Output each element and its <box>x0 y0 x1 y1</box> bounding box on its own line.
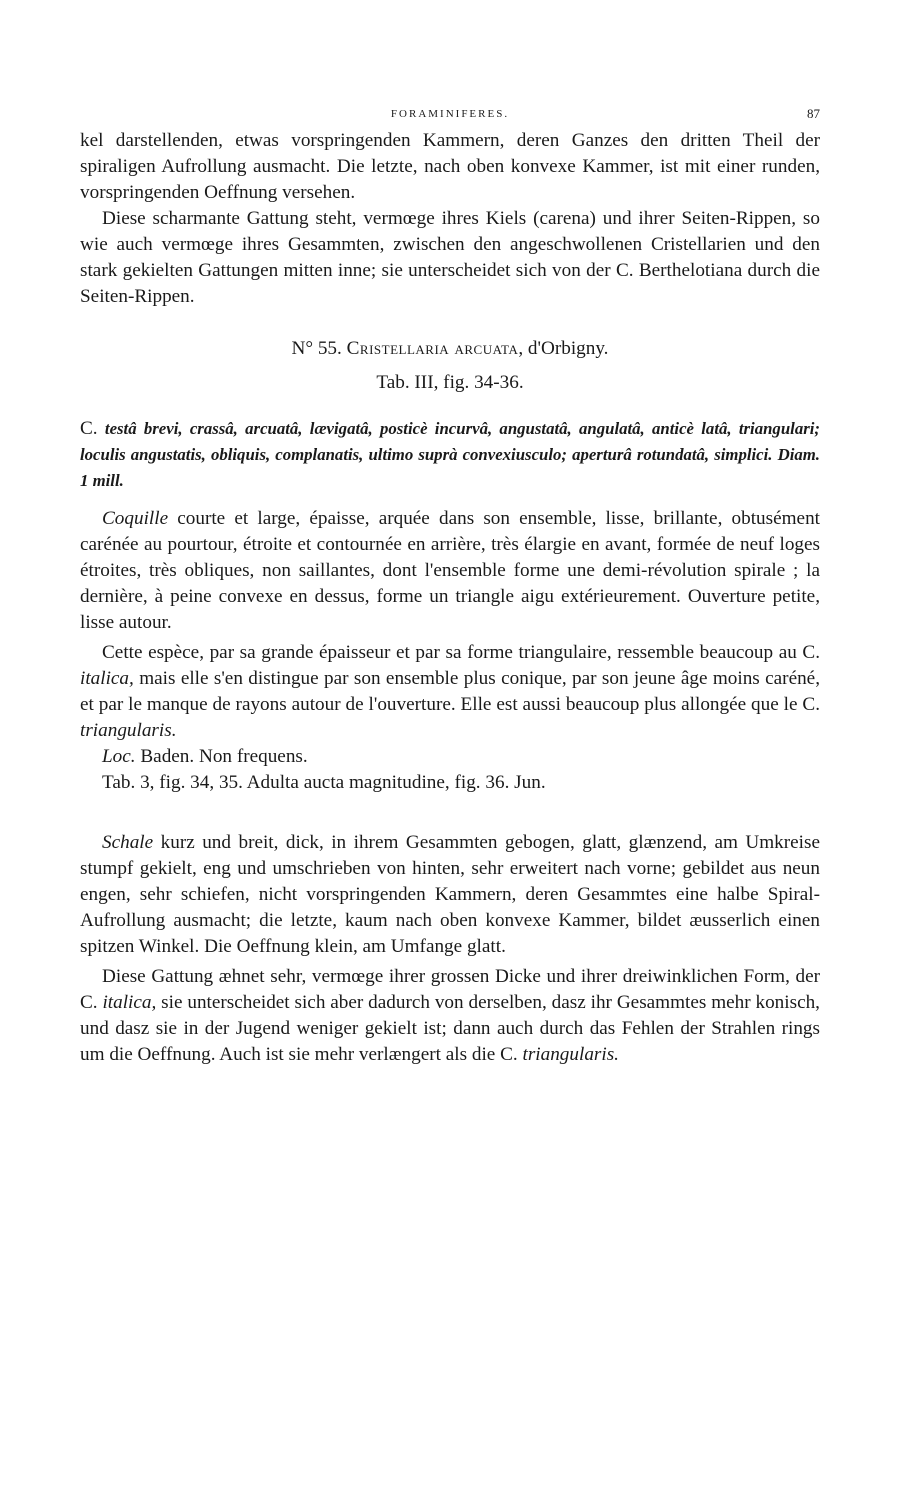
species-heading <box>80 336 820 362</box>
diagnosis-text: testâ brevi, crassâ, arcuatâ, lævigatâ, posticè incurvâ, angustatâ, angulatâ, anticè latâ, triangulari; loculis angustatis, obliquis, complanatis, ultimo suprà convexiusculo; aperturâ rotundatâ, simplici. Diam. 1 mill. <box>80 419 820 490</box>
french-p2-italica: italica, <box>80 668 134 689</box>
species-number: N° 55. <box>291 338 342 359</box>
french-p2-triangularis: triangularis. <box>80 720 177 741</box>
french-paragraph-2 <box>80 640 820 744</box>
french-p2-text-a: Cette espèce, par sa grande épaisseur et par sa forme triangulaire, ressemble beaucoup au C. <box>102 642 820 663</box>
plate-reference: Tab. III, fig. 34-36. <box>376 372 524 393</box>
german-p2-triangularis: triangularis. <box>522 1044 619 1065</box>
french-paragraph-1 <box>80 506 820 636</box>
page-number: 87 <box>807 106 820 121</box>
german-lead-word: Schale <box>102 832 154 853</box>
running-head <box>80 106 820 128</box>
species-name: Cristellaria arcuata <box>346 338 519 359</box>
french-p2-text-b: mais elle s'en distingue par son ensemble plus conique, par son jeune âge moins caréné, et par le manque de rayons autour de l'ouverture. Elle est aussi beaucoup plus allongée que le C. <box>80 668 820 715</box>
intro-paragraph-1: kel darstellenden, etwas vorspringenden Kammern, deren Ganzes den dritten Theil der spiraligen Aufrollung ausmacht. Die letzte, nach oben konvexe Kammer, ist mit einer runden, vorspringenden Oeffnung versehen. <box>80 130 820 203</box>
species-author: , d'Orbigny. <box>518 338 609 359</box>
locality-label: Loc. <box>102 746 136 767</box>
table-reference-line: Tab. 3, fig. 34, 35. Adulta aucta magnitudine, fig. 36. Jun. <box>102 772 546 793</box>
intro-paragraph-2: Diese scharmante Gattung steht, vermœge ihres Kiels (carena) und ihrer Seiten-Rippen, so wie auch vermœge ihres Gesammten, zwischen den angeschwollenen Cristellarien und den stark gekielten Gattungen mitten inne; sie unterscheidet sich von der C. Berthelotiana durch die Seiten-Rippen. <box>80 208 820 307</box>
latin-diagnosis <box>80 416 820 494</box>
german-paragraph-1 <box>80 830 820 960</box>
running-title: FORAMINIFERES. <box>390 108 510 120</box>
locality-line <box>80 744 820 770</box>
locality-text: Baden. Non frequens. <box>135 746 308 767</box>
french-lead-word: Coquille <box>102 508 169 529</box>
diagnosis-label: C. <box>80 418 98 439</box>
french-p1-text: courte et large, épaisse, arquée dans son ensemble, lisse, brillante, obtusément carénée au pourtour, étroite et contournée en arrière, très élargie en avant, formée de neuf loges étroites, très obliques, non saillantes, dont l'ensemble forme une demi-révolution spirale ; la dernière, à peine convexe en dessus, forme un triangle aigu extérieurement. Ouverture petite, lisse autour. <box>80 508 820 633</box>
page-content <box>80 106 820 1068</box>
german-p2-text-b: sie unterscheidet sich aber dadurch von derselben, dasz ihr Gesammtes mehr konisch, und dasz sie in der Jugend weniger gekielt ist; dann auch durch das Fehlen der Strahlen rings um die Oeffnung. Auch ist sie mehr verlængert als die C. <box>80 992 820 1065</box>
german-paragraph-2 <box>80 964 820 1068</box>
german-p2-text-a: Diese Gattung æhnet sehr, vermœge ihrer grossen Dicke und ihrer dreiwinklichen Form, der C. <box>80 966 820 1013</box>
german-p1-text: kurz und breit, dick, in ihrem Gesammten gebogen, glatt, glænzend, am Umkreise stumpf gekielt, eng und umschrieben von hinten, sehr erweitert nach vorne; gebildet aus neun engen, sehr schiefen, nicht vorspringenden Kammern, deren Gesammtes eine halbe Spiral-Aufrollung ausmacht; die letzte, kaum nach oben konvexe Kammer, bildet æusserlich einen spitzen Winkel. Die Oeffnung klein, am Umfange glatt. <box>80 832 820 957</box>
german-p2-italica: italica, <box>102 992 157 1013</box>
